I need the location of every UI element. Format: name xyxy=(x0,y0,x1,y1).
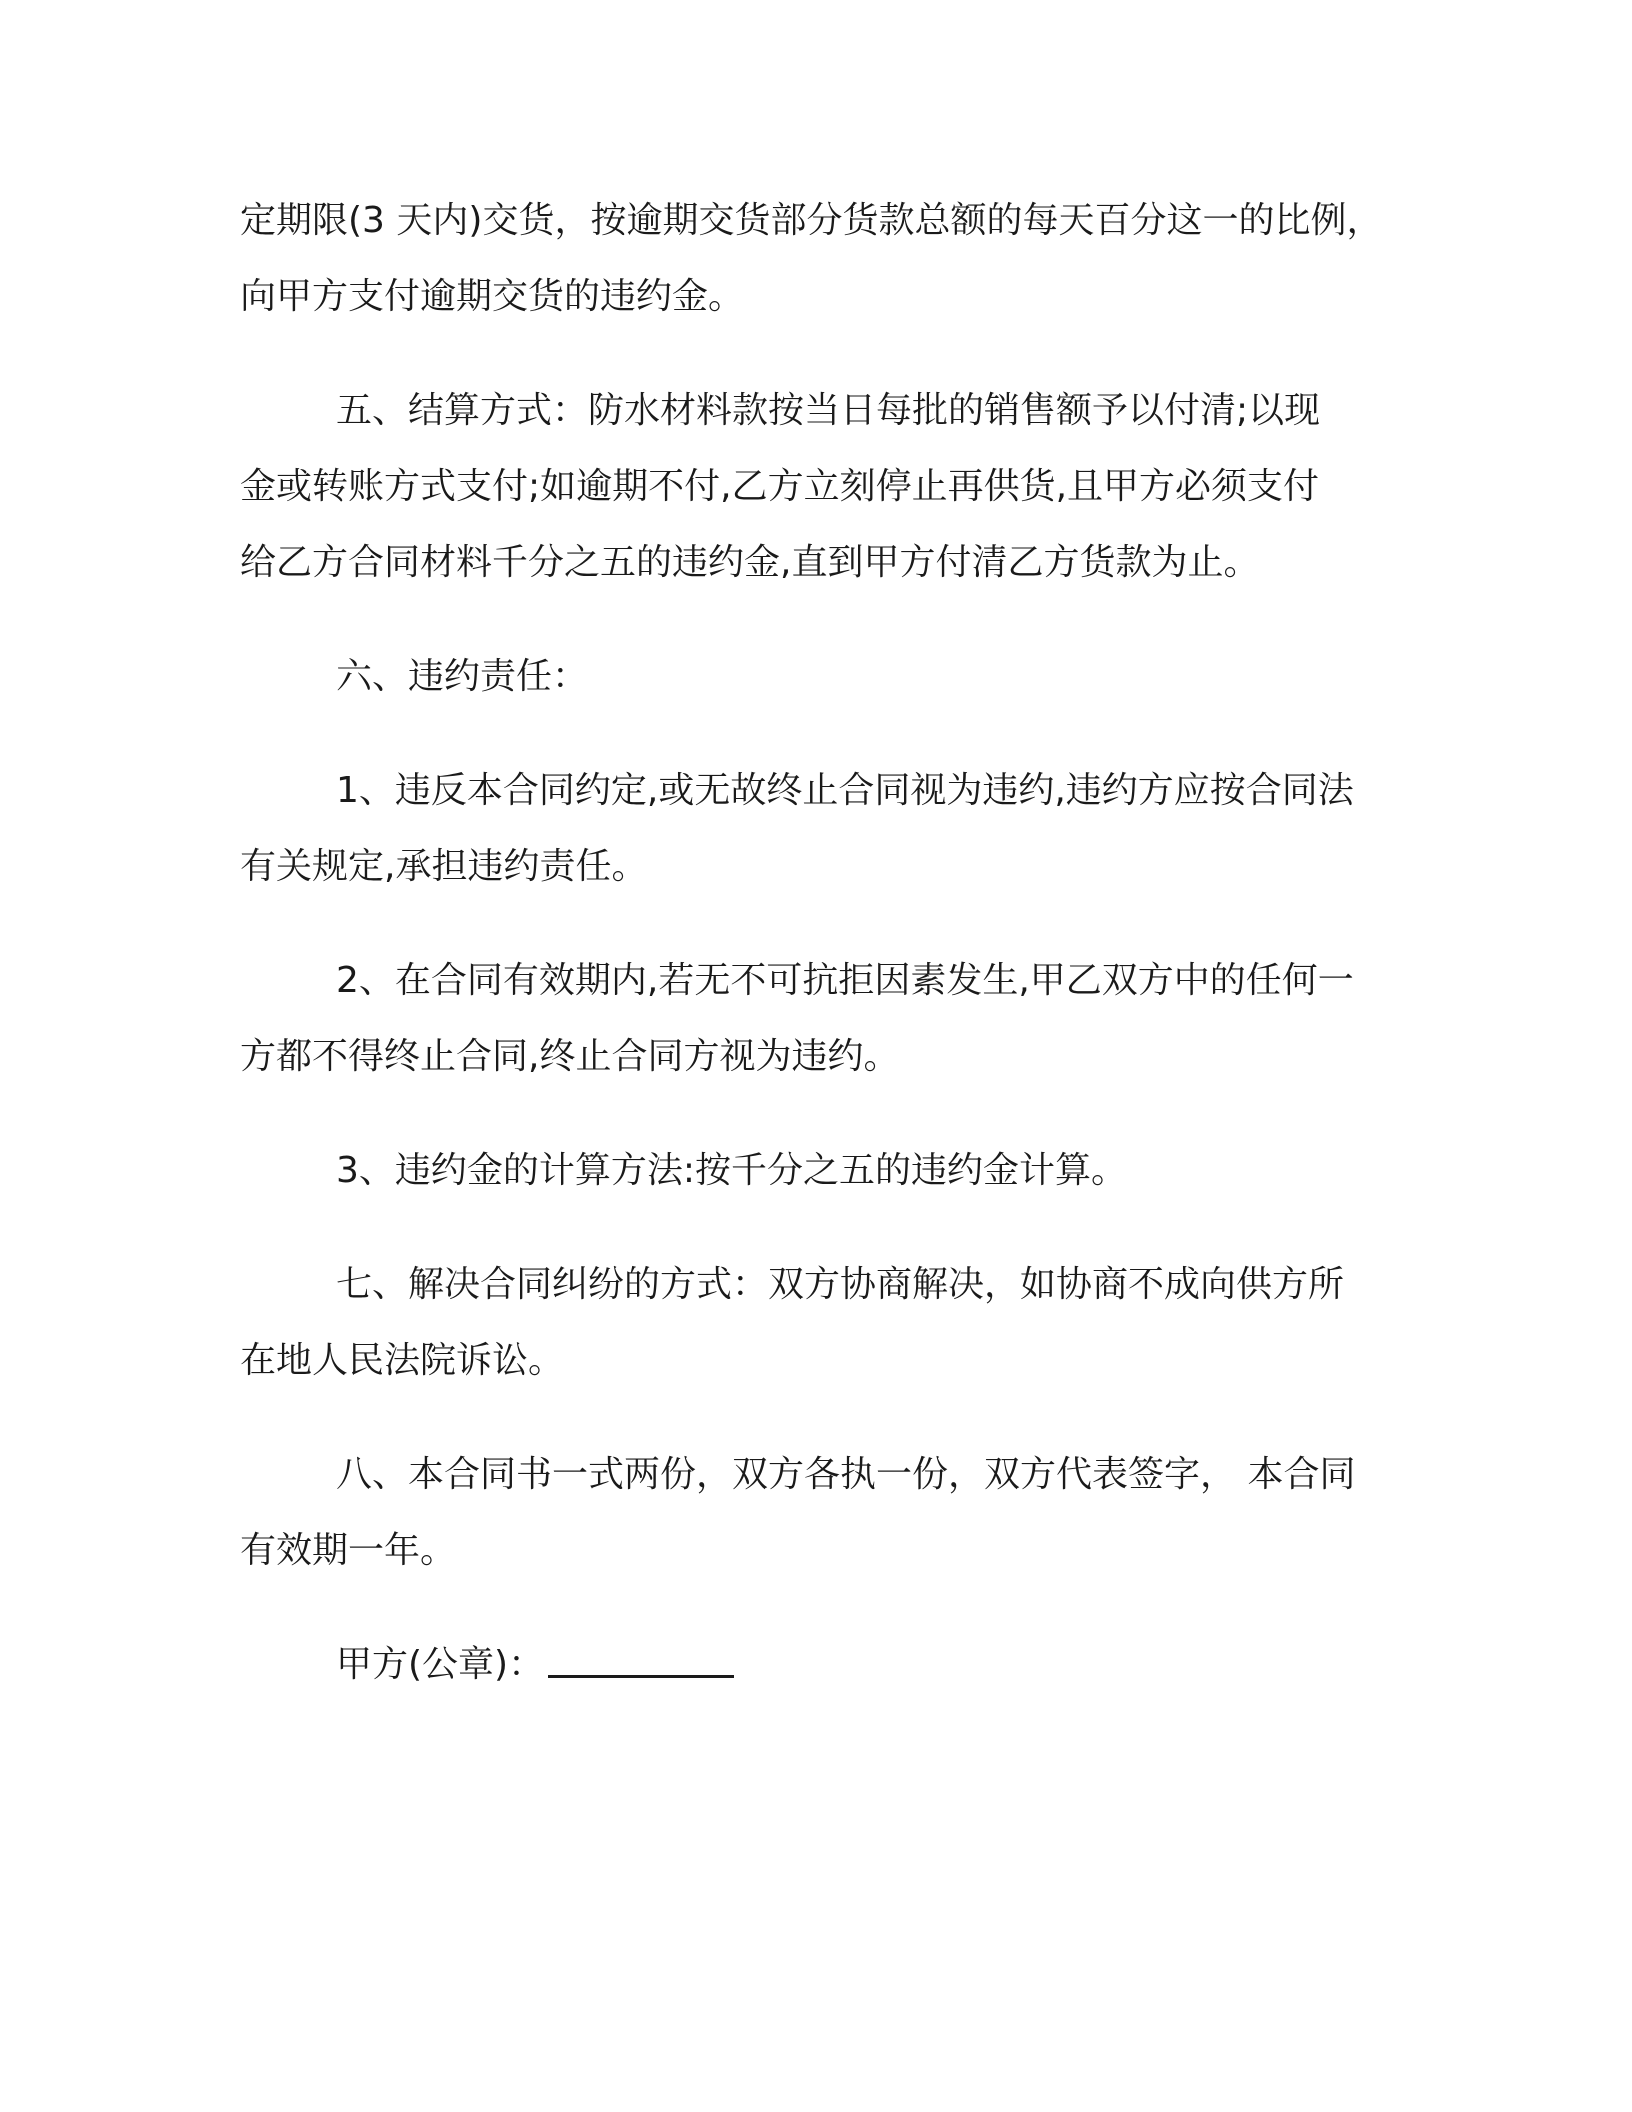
signature-label: 甲方(公章)： xyxy=(336,1644,545,1685)
paragraph-delivery-penalty xyxy=(240,183,1400,335)
text-line: 金或转账方式支付;如逾期不付,乙方立刻停止再供货,且甲方必须支付 xyxy=(240,466,1320,507)
contract-body xyxy=(240,183,1400,1741)
text-line: 方都不得终止合同,终止合同方视为违约。 xyxy=(240,1036,900,1077)
paragraph-dispute xyxy=(240,1247,1400,1399)
text-line: 3、违约金的计算方法:按千分之五的违约金计算。 xyxy=(336,1150,1128,1191)
text-line: 七、解决合同纠纷的方式：双方协商解决，如协商不成向供方所 xyxy=(336,1264,1345,1305)
text-line: 给乙方合同材料千分之五的违约金,直到甲方付清乙方货款为止。 xyxy=(240,542,1260,583)
text-line: 八、本合同书一式两份，双方各执一份，双方代表签字， 本合同 xyxy=(336,1454,1356,1495)
text-line: 六、违约责任： xyxy=(336,656,589,697)
signature-party-a xyxy=(240,1627,1400,1703)
text-line: 1、违反本合同约定,或无故终止合同视为违约,违约方应按合同法 xyxy=(336,770,1354,811)
paragraph-settlement xyxy=(240,373,1400,601)
paragraph-copies xyxy=(240,1437,1400,1589)
text-line: 有效期一年。 xyxy=(240,1530,457,1571)
section-heading-liability xyxy=(240,639,1400,715)
text-line: 有关规定,承担违约责任。 xyxy=(240,846,648,887)
signature-blank xyxy=(548,1635,734,1678)
text-line: 五、结算方式：防水材料款按当日每批的销售额予以付清;以现 xyxy=(336,390,1321,431)
paragraph-liability-1 xyxy=(240,753,1400,905)
paragraph-liability-3 xyxy=(240,1133,1400,1209)
text-line: 定期限(3 天内)交货，按逾期交货部分货款总额的每天百分这一的比例， xyxy=(240,200,1383,241)
paragraph-liability-2 xyxy=(240,943,1400,1095)
text-line: 2、在合同有效期内,若无不可抗拒因素发生,甲乙双方中的任何一 xyxy=(336,960,1354,1001)
signature-line xyxy=(240,1627,1400,1703)
text-line: 向甲方支付逾期交货的违约金。 xyxy=(240,276,745,317)
text-line: 在地人民法院诉讼。 xyxy=(240,1340,565,1381)
